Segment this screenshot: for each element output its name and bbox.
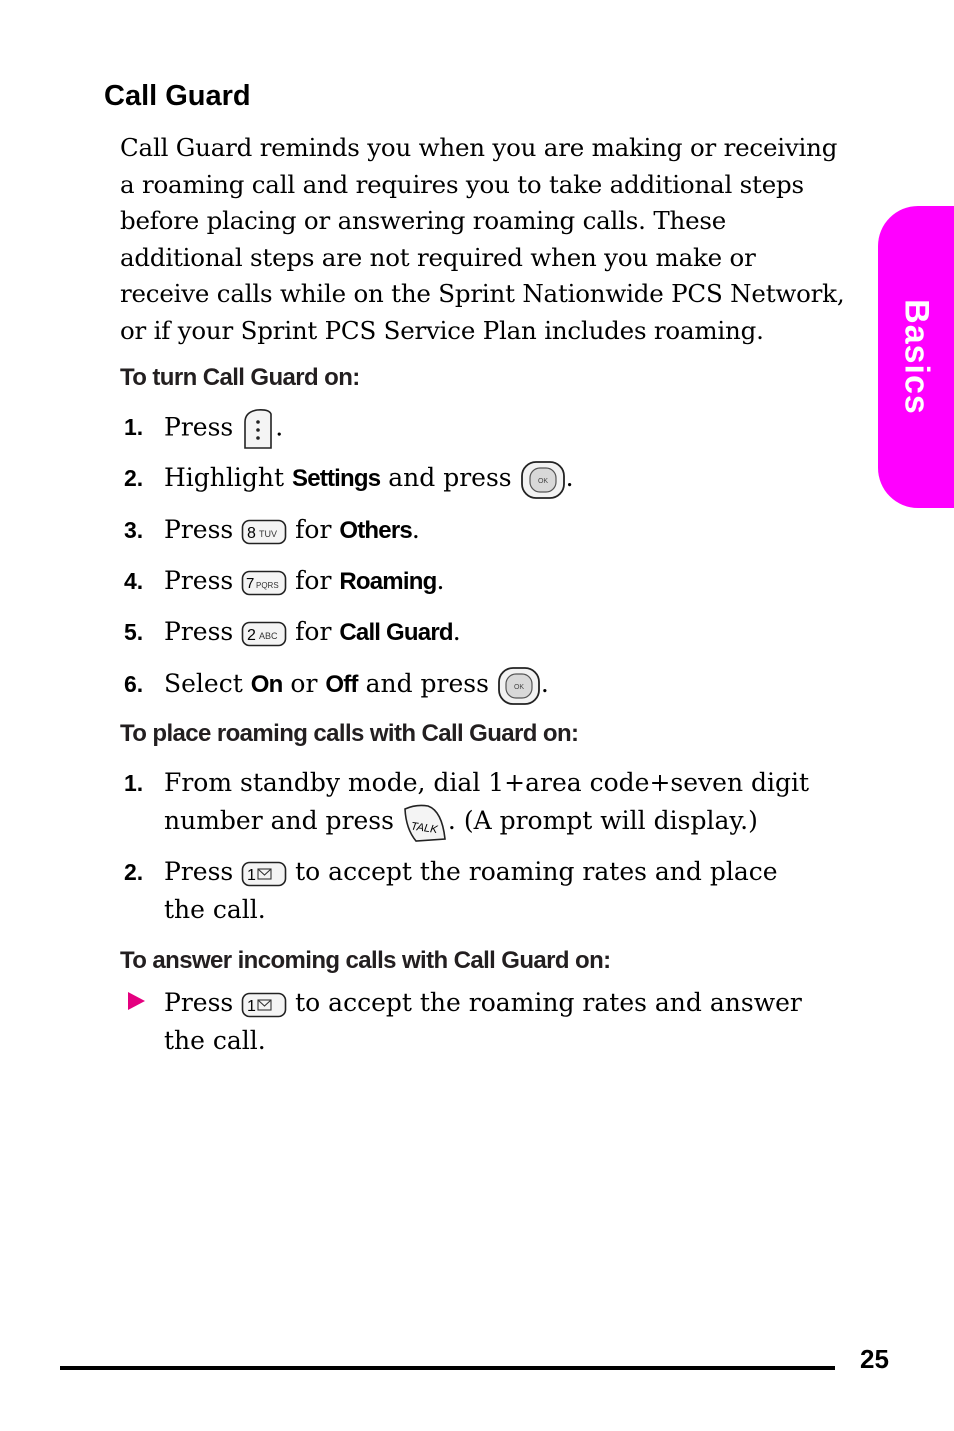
footer-rule (60, 1366, 835, 1370)
step-number: 5. (124, 619, 144, 645)
key-1-icon (241, 861, 287, 887)
page-number: 25 (860, 1344, 889, 1374)
key-1-icon (241, 992, 287, 1018)
intro-paragraph: Call Guard reminds you when you are making or receiving a roaming call and requires you to take additional steps before placing or answering roaming calls. These additional steps are not required when you make or receive calls while on the Sprint Nationwide PCS Network, or if your Sprint PCS Service Plan includes roaming. (120, 133, 845, 345)
svg-text:8: 8 (247, 524, 257, 542)
svg-text:PQRS: PQRS (256, 580, 279, 590)
svg-text:1: 1 (247, 866, 257, 884)
side-tab-label: Basics (897, 299, 936, 415)
keyword-settings: Settings (292, 465, 381, 492)
subhead-turn-on: To turn Call Guard on: (120, 364, 360, 391)
keyword-off: Off (325, 671, 358, 698)
bullet-triangle-icon (128, 992, 145, 1010)
key-2-icon (241, 621, 287, 647)
step-text: Press (164, 412, 234, 442)
key-7-icon (241, 570, 287, 596)
svg-text:TUV: TUV (259, 528, 278, 539)
svg-text:OK: OK (537, 477, 548, 485)
keyword-call-guard: Call Guard (339, 619, 453, 646)
ok-key-icon (497, 666, 541, 706)
svg-text:1: 1 (247, 997, 257, 1015)
step-number: 2. (124, 465, 144, 491)
menu-key-icon (241, 408, 275, 450)
svg-text:OK: OK (513, 683, 524, 691)
talk-key-icon (402, 803, 448, 843)
svg-text:ABC: ABC (259, 630, 278, 641)
svg-text:TALK: TALK (410, 820, 439, 836)
side-tab-basics (878, 206, 954, 508)
step-number: 3. (124, 517, 144, 543)
keyword-on: On (250, 671, 283, 698)
step-number: 1. (124, 414, 144, 440)
step-number: 1. (124, 770, 144, 796)
step-number: 4. (124, 568, 144, 594)
ok-key-icon (520, 460, 566, 500)
svg-text:2: 2 (247, 626, 257, 644)
keyword-others: Others (339, 517, 412, 544)
section-title: Call Guard (104, 80, 251, 112)
step-number: 6. (124, 671, 144, 697)
step-number: 2. (124, 859, 144, 885)
subhead-place-calls: To place roaming calls with Call Guard on: (120, 720, 579, 747)
svg-text:7: 7 (246, 574, 255, 592)
keyword-roaming: Roaming (339, 568, 437, 595)
subhead-answer-calls: To answer incoming calls with Call Guard on: (120, 947, 611, 974)
key-8-icon (241, 519, 287, 545)
